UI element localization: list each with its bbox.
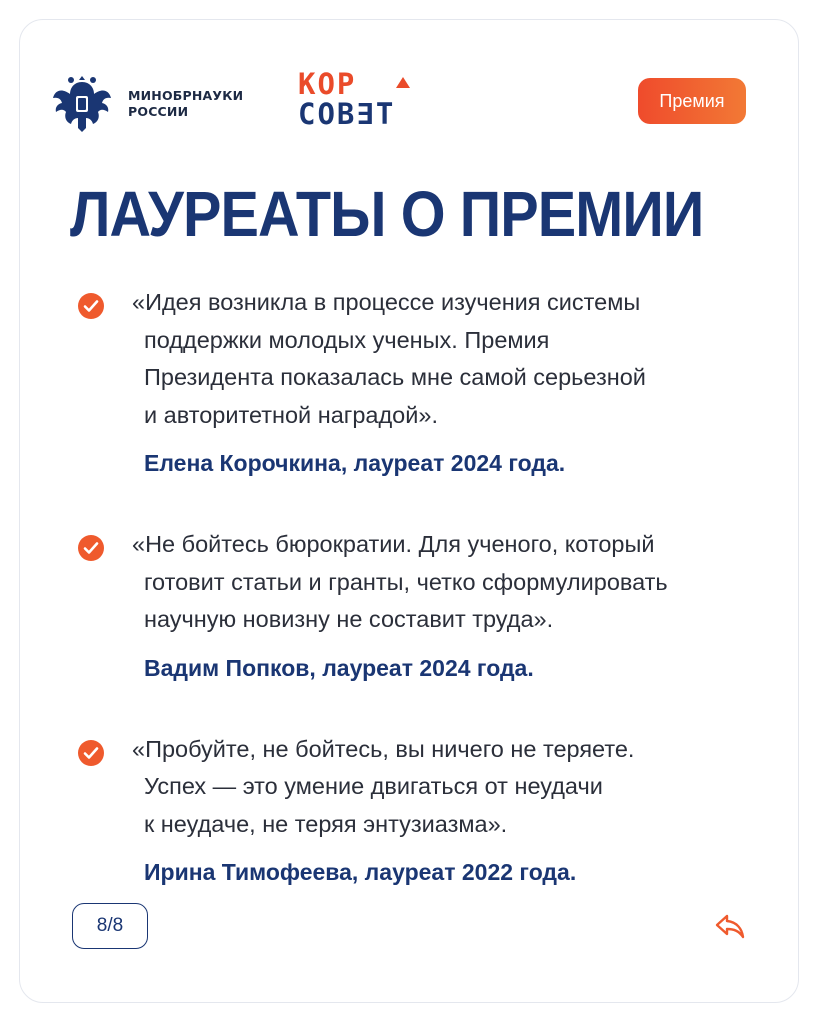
page-counter: 8/8: [72, 903, 148, 949]
quote-text: «Идея возникла в процессе изучения системы поддержки молодых ученых. Премия Президента показалась мне самой серьезной и авторитетной наградой».: [132, 289, 646, 428]
quote-author: Елена Корочкина, лауреат 2024 года.: [144, 450, 566, 476]
quote-text: «Не бойтесь бюрократии. Для ученого, который готовит статьи и гранты, четко сформулировать научную новизну не составит труда».: [132, 531, 668, 632]
quote-item: [76, 731, 766, 890]
check-icon: [78, 740, 104, 766]
ministry-label: [128, 88, 243, 120]
quote-item: [76, 526, 766, 685]
logo-line-1: КОР: [298, 67, 357, 101]
check-icon: [78, 293, 104, 319]
logo-triangle-icon: [396, 77, 410, 88]
premia-badge[interactable]: Премия: [638, 78, 746, 124]
logo-line-2: СОВ∃Т: [298, 97, 396, 131]
share-icon[interactable]: [712, 910, 748, 944]
header: [52, 56, 752, 156]
check-icon: [78, 535, 104, 561]
double-headed-eagle-emblem-icon: [52, 70, 112, 134]
quotes-list: [76, 284, 766, 935]
korsovet-logo: [298, 68, 458, 132]
quote-item: [76, 284, 766, 480]
page-title: ЛАУРЕАТЫ О ПРЕМИИ: [70, 178, 704, 250]
ministry-line-2: РОССИИ: [128, 104, 189, 119]
quote-text: «Пробуйте, не бойтесь, вы ничего не теряете. Успех — это умение двигаться от неудачи к неудаче, не теряя энтузиазма».: [132, 735, 635, 837]
ministry-line-1: МИНОБРНАУКИ: [128, 88, 244, 103]
quote-author: Вадим Попков, лауреат 2024 года.: [144, 654, 534, 681]
quote-author: Ирина Тимофеева, лауреат 2022 года.: [144, 859, 577, 885]
